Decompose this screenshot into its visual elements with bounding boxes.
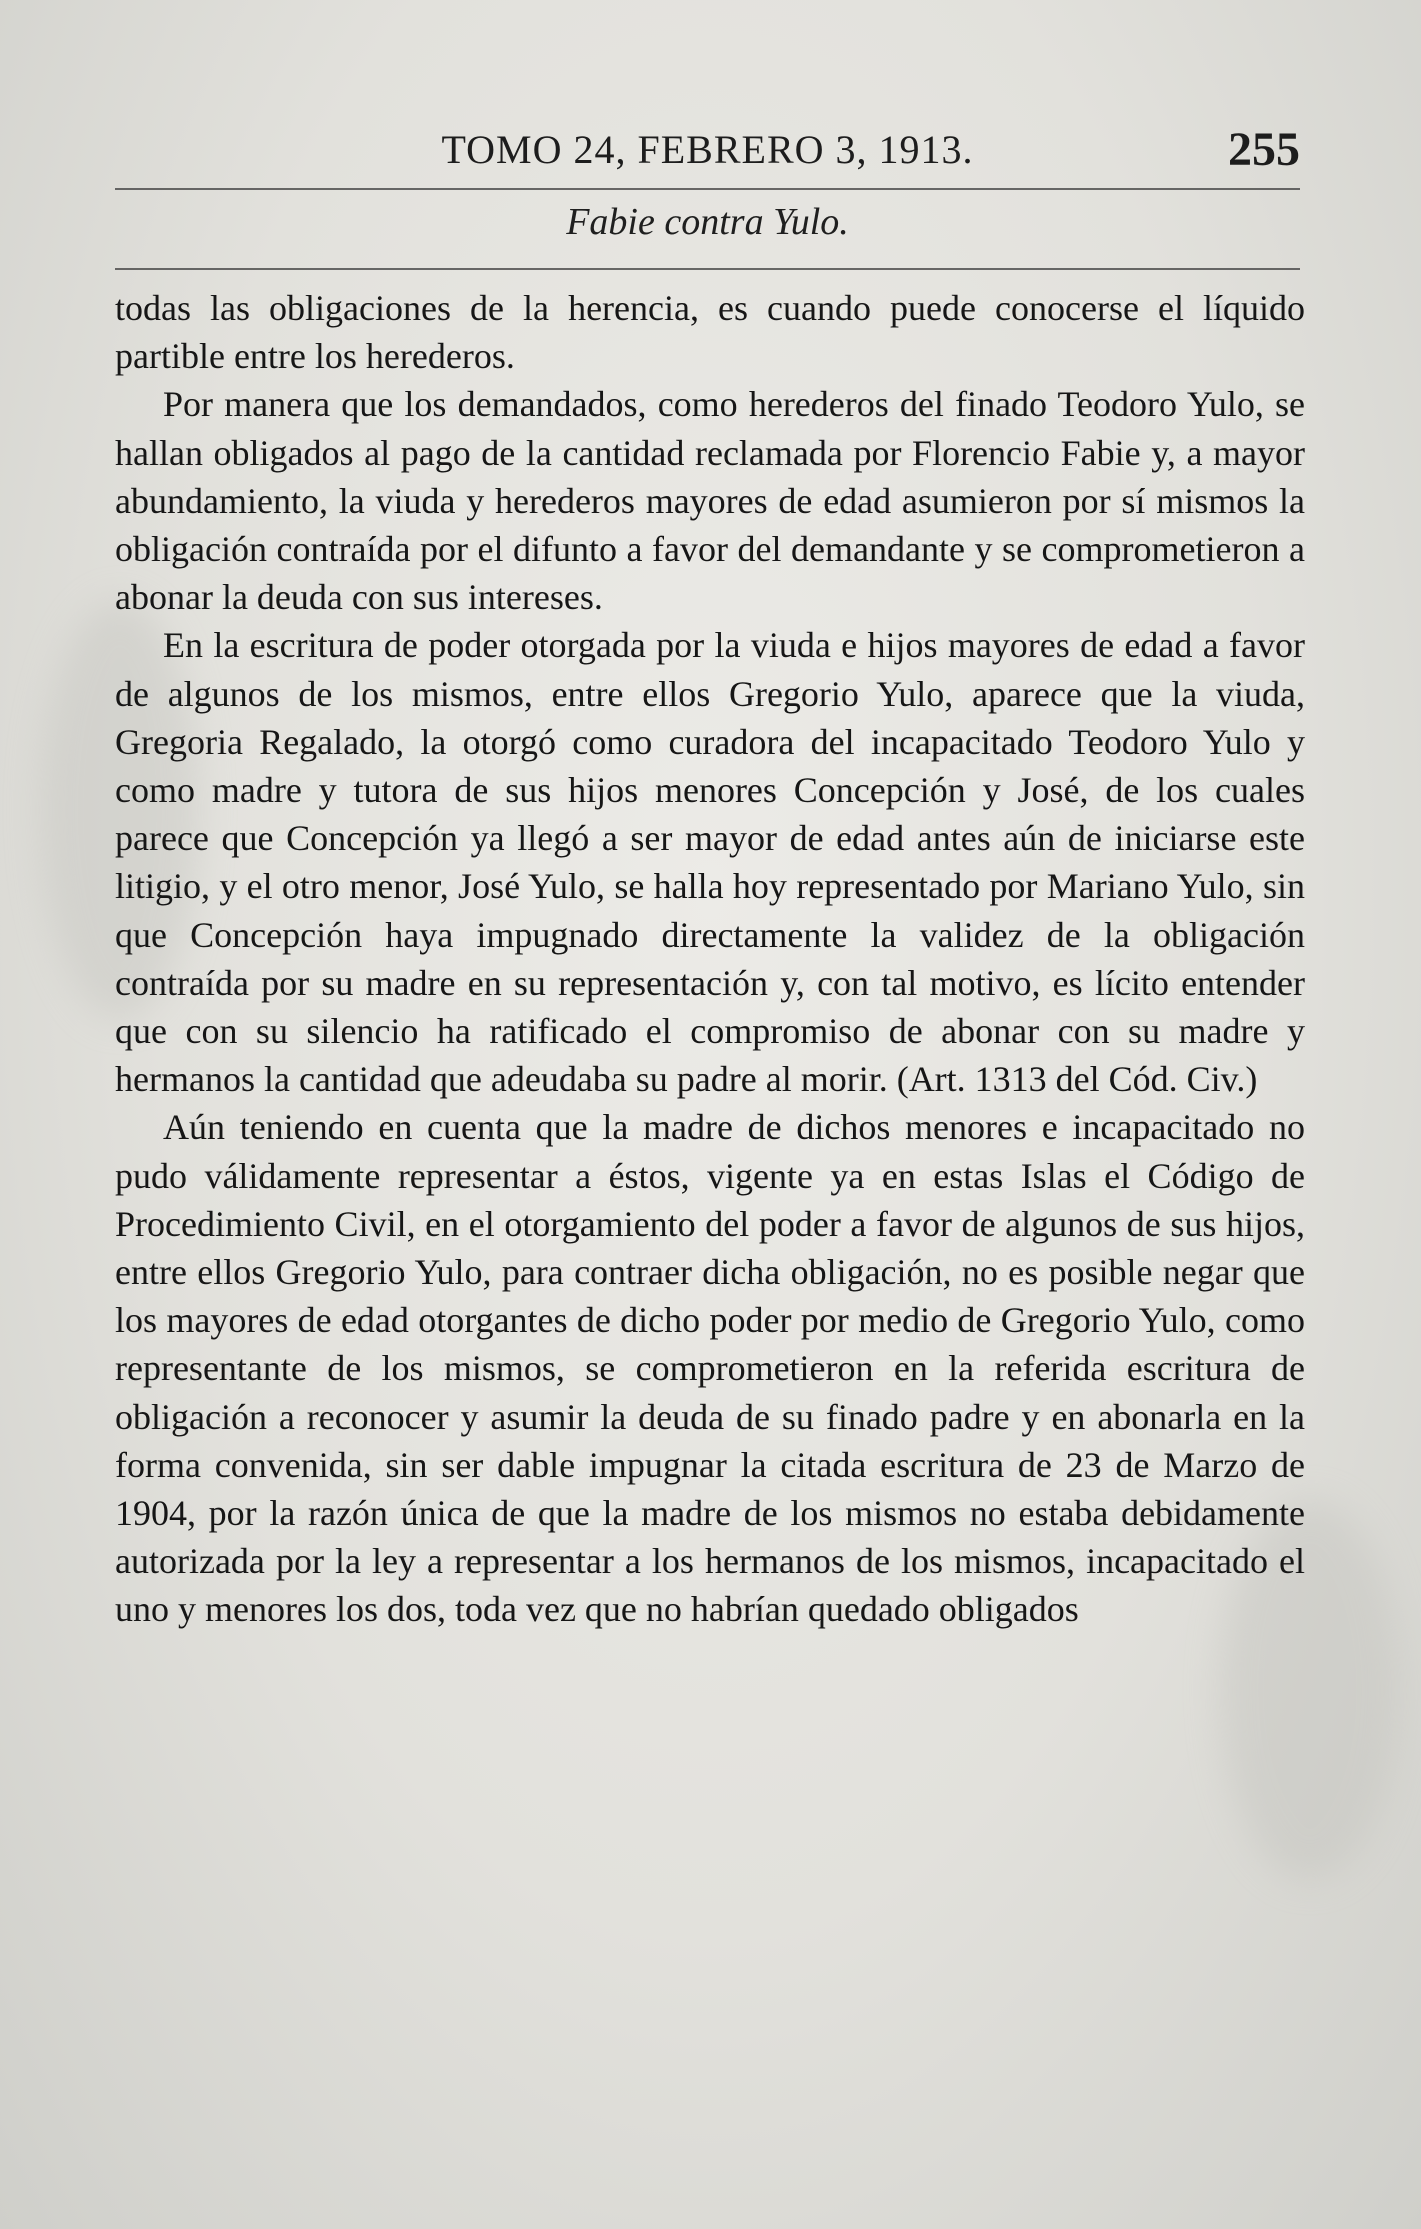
paragraph: Aún teniendo en cuenta que la madre de dichos menores e incapacitado no pudo válidamente representar a éstos, vigente ya en estas Islas el Código de Procedimiento Civil, en el otorgamiento del poder a favor de algunos de sus hijos, entre ellos Gregorio Yulo, para contraer dicha obligación, no es posible negar que los mayores de edad otorgantes de dicho poder por medio de Gregorio Yulo, como representante de los mismos, se comprometieron en la referida escritura de obligación a reconocer y asumir la deuda de su finado padre y en abonarla en la forma convenida, sin ser dable impugnar la citada escritura de 23 de Marzo de 1904, por la razón única de que la madre de los mismos no estaba debidamente autorizada por la ley a representar a los hermanos de los mismos, incapacitado el uno y menores los dos, toda vez que no habrían quedado obligados	[115, 1107, 1305, 1630]
body-text	[115, 284, 1305, 1634]
paragraph: En la escritura de poder otorgada por la viuda e hijos mayores de edad a favor de algunos de los mismos, entre ellos Gregorio Yulo, aparece que la viuda, Gregoria Regalado, la otorgó como curadora del incapacitado Teodoro Yulo y como madre y tutora de sus hijos menores Concepción y José, de los cuales parece que Concepción ya llegó a ser mayor de edad antes aún de iniciarse este litigio, y el otro menor, José Yulo, se halla hoy representado por Mariano Yulo, sin que Concepción haya impugnado directamente la validez de la obligación contraída por su madre en su representación y, con tal motivo, es lícito entender que con su silencio ha ratificado el compromiso de abonar con su madre y hermanos la cantidad que adeudaba su padre al morir. (Art. 1313 del Cód. Civ.)	[115, 625, 1305, 1100]
case-title: Fabie contra Yulo.	[566, 201, 849, 243]
header-rule-bottom	[115, 268, 1300, 270]
page-number: 255	[1228, 123, 1300, 176]
page-header	[115, 118, 1300, 178]
paragraph: Por manera que los demandados, como herederos del finado Teodoro Yulo, se hallan obligados al pago de la cantidad reclamada por Florencio Fabie y, a mayor abundamiento, la viuda y herederos mayores de edad asumieron por sí mismos la obligación contraída por el difunto a favor del demandante y se comprometieron a abonar la deuda con sus intereses.	[115, 384, 1305, 618]
running-head: TOMO 24, FEBRERO 3, 1913.	[441, 127, 974, 172]
paragraph: todas las obligaciones de la herencia, es cuando puede conocerse el líquido partible entre los herederos.	[115, 288, 1305, 377]
header-rule-top	[115, 188, 1300, 190]
